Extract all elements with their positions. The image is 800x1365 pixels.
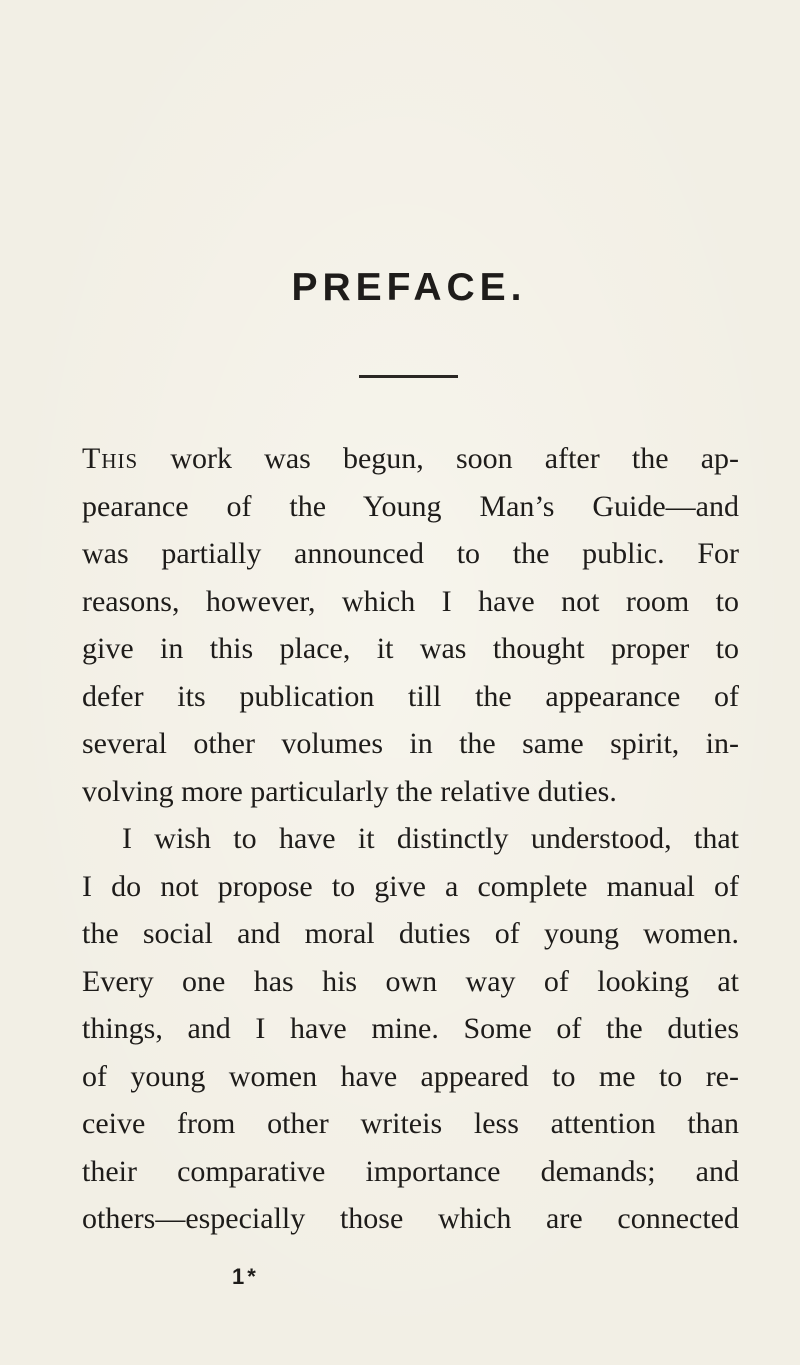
text-line-3: was partially announced to the public. For — [82, 537, 739, 570]
preface-body — [82, 435, 739, 1243]
lead-word: This — [82, 442, 139, 475]
text-line-8: volving more particularly the relative duties. — [82, 774, 617, 808]
page-title: PREFACE. — [291, 266, 527, 309]
text-line-14: of young women have appeared to me to re- — [82, 1059, 739, 1093]
text-line-17: others—especially those which are connected — [82, 1202, 739, 1235]
text-line-6: defer its publication till the appearance of — [82, 679, 739, 713]
signature-mark: 1* — [232, 1264, 259, 1289]
text-line-16: their comparative importance demands; and — [82, 1154, 739, 1188]
text-line-1 — [82, 435, 739, 483]
text-line-5: give in this place, it was thought proper to — [82, 632, 739, 665]
title-divider-rule — [359, 375, 458, 378]
text-line-10: I do not propose to give a complete manual of — [82, 869, 739, 903]
text-line-15: ceive from other writeis less attention than — [82, 1107, 739, 1140]
text-line-2: pearance of the Young Man’s Guide—and — [82, 489, 739, 523]
text-line-7: several other volumes in the same spirit, in- — [82, 727, 739, 760]
text-line-12: Every one has his own way of looking at — [82, 964, 739, 998]
text-line-9: I wish to have it distinctly understood, that — [122, 822, 739, 855]
text-line-13: things, and I have mine. Some of the duties — [82, 1012, 739, 1045]
text-line-4: reasons, however, which I have not room to — [82, 584, 739, 618]
text-line-1-rest: work was begun, soon after the ap- — [138, 442, 739, 475]
text-line-11: the social and moral duties of young women. — [82, 917, 739, 950]
